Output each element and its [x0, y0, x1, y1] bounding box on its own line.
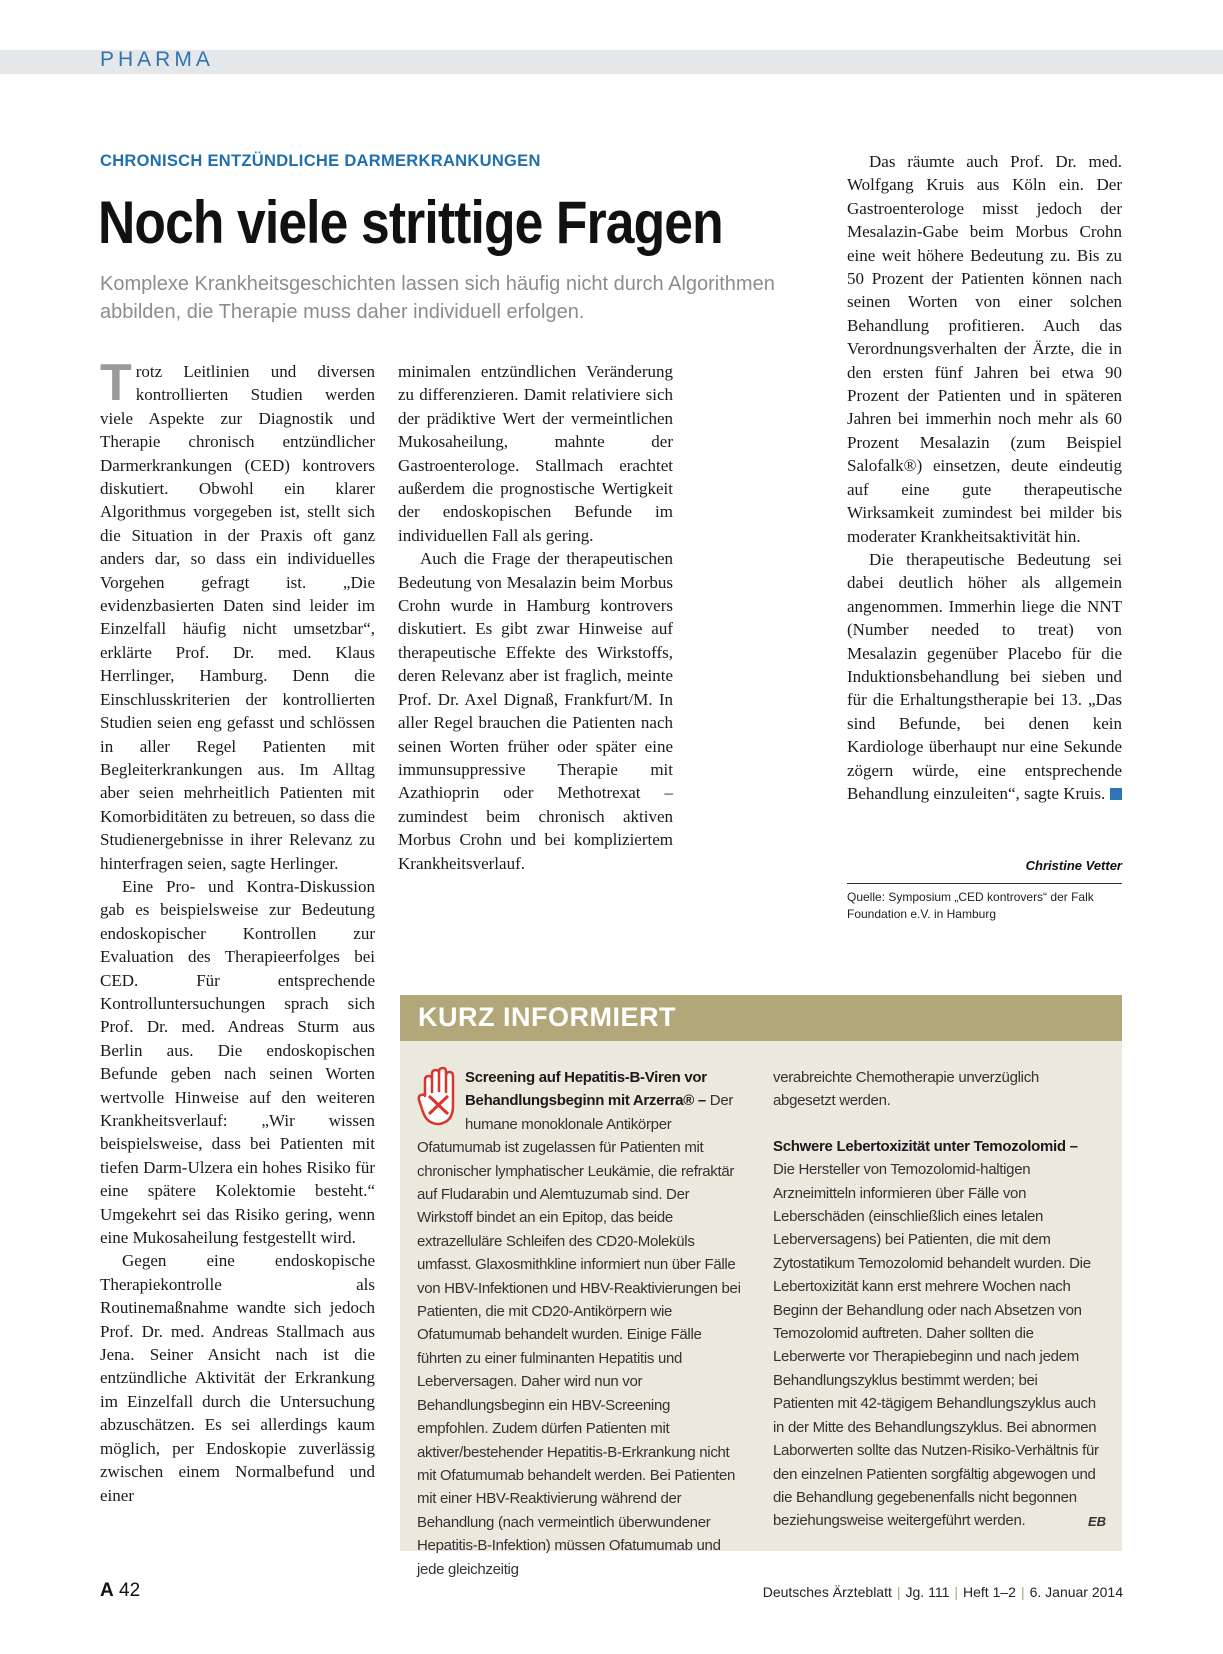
paragraph [847, 548, 1122, 805]
paragraph: Eine Pro- und Kontra-Diskussion gab es beispielsweise zur Bedeutung endoskopischer Kontrollen zur Evaluation des Therapieerfolges bei CED. Für entsprechende Kontrolluntersuchungen sprach sich Prof. Dr. med. Andreas Sturm aus Berlin aus. Die endoskopischen Befunde geben nach seinen Worten wertvolle Hinweise auf den weiteren Krankheitsverlauf: „Wir wissen beispielsweise, dass bei Patienten mit tiefen Darm-Ulzera ein hohes Risiko für eine spätere Kolektomie besteht.“ Umgekehrt sei das Risiko gering, wenn eine Mukosaheilung festgestellt wird. [100, 876, 375, 1248]
section-label: PHARMA [100, 48, 214, 71]
page-number: 42 [119, 1580, 141, 1601]
news-item-1-continued: verabreichte Chemotherapie unverzüglich abgesetzt werden. [773, 1069, 1039, 1110]
info-box-title: KURZ INFORMIERT [418, 1002, 676, 1032]
article-kicker: CHRONISCH ENTZÜNDLICHE DARMERKRANKUNGEN [100, 152, 541, 170]
separator: | [896, 1584, 901, 1600]
info-box [400, 1041, 1122, 1578]
news-item-text: Der humane monoklonale Antikörper Ofatumumab ist zugelassen für Patienten mit chronischer lymphatischer Leukämie, die refraktär auf Fludarabin und Alemtuzumab sind. Der Wirkstoff bindet an ein Epitop, das beide extrazelluläre Schleifen des CD20-Moleküls umfasst. Glaxosmithkline informiert nun über Fälle von HBV-Infektionen und HBV-Reaktivierungen bei Patienten, die mit CD20-Antikörpern wie Ofatumumab behandelt wurden. Einige Fälle führten zu einer fulminanten Hepatitis und Leberversagen. Daher wird nun vor Behandlungsbeginn ein HBV-Screening empfohlen. Zudem dürfen Patienten mit aktiver/bestehender Hepatitis-B-Erkrankung nicht mit Ofatumumab behandelt werden. Bei Patienten mit einer HBV-Reaktivierung während der Behandlung (nach vermeintlich überwundener Hepatitis-B-Infektion) müssen Ofatumumab und jede gleichzeitig [417, 1092, 741, 1578]
info-box-header [400, 995, 1122, 1041]
paragraph-text: rotz Leitlinien und diversen kontrollierten Studien werden viele Aspekte zur Diagnostik und Therapie chronisch entzündlicher Darmerkrankungen (CED) kontrovers diskutiert. Obwohl ein klarer Algorithmus vorgegeben ist, stellt sich die Situation in der Praxis oft ganz anders dar, so dass ein individuelles Vorgehen gefragt ist. „Die evidenzbasierten Daten sind leider im Einzelfall häufig nicht umsetzbar“, erklärte Prof. Dr. med. Klaus Herrlinger, Hamburg. Denn die Einschlusskriterien der kontrollierten Studien seien eng gefasst und schlössen in aller Regel Patienten mit Begleiterkrankungen aus. Im Alltag aber seien mehrheitlich Patienten mit Komorbiditäten zu betreuen, so dass die Studienergebnisse in ihrer Relevanz zu hinterfragen seien, sagte Herlinger. [100, 362, 375, 873]
article-column-3 [847, 150, 1122, 805]
journal-footer [763, 1584, 1123, 1600]
article-standfirst: Komplexe Krankheitsgeschichten lassen sich häufig nicht durch Algorithmen abbilden, die Therapie muss daher individuell erfolgen. [100, 273, 775, 323]
drop-cap: T [100, 354, 132, 412]
news-item-2 [773, 1135, 1101, 1533]
article-headline: Noch viele strittige Fragen [98, 189, 723, 256]
page-folio [100, 1580, 140, 1602]
folio-letter: A [100, 1580, 114, 1601]
article-column-2 [398, 360, 673, 875]
article-column-1 [100, 354, 375, 1507]
info-box-column-2 [773, 1066, 1101, 1533]
journal-date: 6. Januar 2014 [1029, 1584, 1123, 1600]
end-of-article-square-icon [1110, 788, 1122, 800]
paragraph-text: Die therapeutische Bedeutung sei dabei deutlich höher als allgemein angenommen. Immerhin liege die NNT (Number needed to treat) von Mesalazin gegenüber Placebo für die Induktionsbehandlung bei sieben und für die Erhaltungstherapie bei 13. „Das sind Befunde, bei denen kein Kardiologe überhaupt nur eine Sekunde zögern würde, eine entsprechende Behandlung einzuleiten“, sagte Kruis. [847, 549, 1122, 803]
source-note: Quelle: Symposium „CED kontrovers“ der Falk Foundation e.V. in Hamburg [847, 890, 1094, 921]
paragraph [100, 354, 375, 875]
separator: | [1020, 1584, 1025, 1600]
news-item-heading: Screening auf Hepatitis-B-Viren vor Behandlungsbeginn mit Arzerra® – [465, 1069, 707, 1110]
news-item-1 [417, 1066, 745, 1581]
journal-name: Deutsches Ärzteblatt [762, 1584, 892, 1600]
warning-hand-icon [417, 1066, 461, 1130]
paragraph: Das räumte auch Prof. Dr. med. Wolfgang Kruis aus Köln ein. Der Gastroenterologe misst jedoch der Mesalazin-Gabe beim Morbus Crohn eine weit höhere Bedeutung zu. Bis zu 50 Prozent der Patienten können nach seinen Worten von einer solchen Behandlung profitieren. Auch das Verordnungsverhalten der Ärzte, die in den ersten fünf Jahren bei etwa 90 Prozent der Patienten und in späteren Jahren bei immerhin noch mehr als 60 Prozent Mesalazin (zum Beispiel Salofalk®) einsetzen, deute eindeutig auf eine gute therapeutische Wirksamkeit zumindest bei milder bis moderater Krankheitsaktivität hin. [847, 152, 1122, 546]
source-divider [847, 883, 1122, 884]
news-item-heading: Schwere Lebertoxizität unter Temozolomid – [773, 1137, 1078, 1155]
author-byline: Christine Vetter [1025, 858, 1122, 873]
journal-volume: Jg. 111 [905, 1584, 950, 1600]
separator: | [954, 1584, 959, 1600]
paragraph: minimalen entzündlichen Veränderung zu differenzieren. Damit relativiere sich der prädiktive Wert der vermeintlichen Mukosaheilung, mahnte der Gastroenterologe. Stallmach erachtet außerdem die prognostische Wertigkeit der endoskopischen Befunde im individuellen Fall als gering. [398, 362, 673, 545]
journal-issue: Heft 1–2 [963, 1584, 1016, 1600]
info-box-column-1 [417, 1066, 745, 1581]
box-initials: EB [1087, 1514, 1106, 1529]
paragraph: Gegen eine endoskopische Therapiekontrolle als Routinemaßnahme wandte sich jedoch Prof. Dr. med. Andreas Stallmach aus Jena. Seiner Ansicht nach ist die entzündliche Aktivität der Erkrankung im Einzelfall durch die Untersuchung abzuschätzen. Es sei allerdings kaum möglich, per Endoskopie zuverlässig zwischen einem Normalbefund und einer [100, 1251, 375, 1505]
paragraph: Auch die Frage der therapeutischen Bedeutung von Mesalazin beim Morbus Crohn wurde in Hamburg kontrovers diskutiert. Es gibt zwar Hinweise auf therapeutische Effekte des Wirkstoffs, deren Relevanz aber ist fraglich, meinte Prof. Dr. Axel Dignaß, Frankfurt/M. In aller Regel brauchen die Patienten nach seinen Worten früher oder später eine immunsuppressive Therapie mit Azathioprin oder Methotrexat – zumindest beim chronisch aktiven Morbus Crohn und bei kompliziertem Krankheitsverlauf. [398, 549, 673, 873]
news-item-text: Die Hersteller von Temozolomid-haltigen Arzneimitteln informieren über Fälle von Leberschäden (einschließlich eines letalen Leberversagens) bei Patienten, die mit dem Zytostatikum Temozolomid behandelt wurden. Die Lebertoxizität kann erst mehrere Wochen nach Beginn der Behandlung oder nach Absetzen von Temozolomid auftreten. Daher sollten die Leberwerte vor Therapiebeginn und nach jedem Behandlungszyklus bestimmt werden; bei Patienten mit 42-tägigem Behandlungszyklus auch in der Mitte des Behandlungszyklus. Bei abnormen Laborwerten sollte das Nutzen-Risiko-Verhältnis für den einzelnen Patienten sorgfältig abgewogen und die Behandlung gegebenenfalls nicht begonnen beziehungsweise weitergeführt werden. [773, 1161, 1099, 1530]
